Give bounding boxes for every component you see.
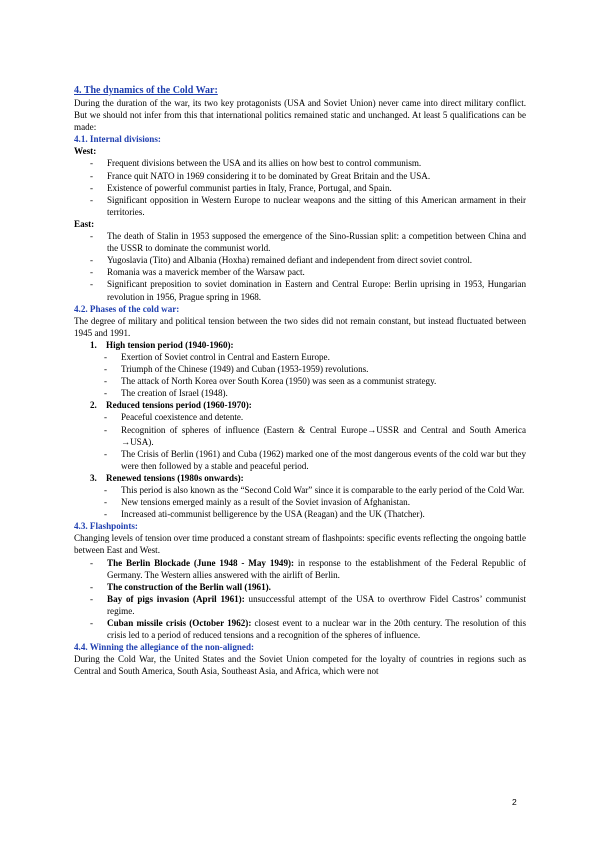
list-item: - Yugoslavia (Tito) and Albania (Hoxha) remained defiant and independent from direct soviet control. [74,254,526,266]
list-item: - The Crisis of Berlin (1961) and Cuba (1962) marked one of the most dangerous events of the cold war but they were then followed by a stable and peaceful period. [74,448,526,472]
list-item: - Exertion of Soviet control in Central and Eastern Europe. [74,351,526,363]
intro-paragraph: During the duration of the war, its two key protagonists (USA and Soviet Union) never came into direct military conflict. But we should not infer from this that international politics remained static and unchanged. At least 5 qualifications can be made: [74,98,526,133]
east-label: East: [74,218,95,229]
list-item: - The attack of North Korea over South Korea (1950) was seen as a communist strategy. [74,375,526,387]
phase-item [74,399,526,472]
phase-sublist [74,411,526,471]
list-item: - The death of Stalin in 1953 supposed the emergence of the Sino-Russian split: a competition between China and the USSR to dominate the communist world. [74,230,526,254]
list-item: - This period is also known as the “Second Cold War” since it is comparable to the early period of the Cold War. [74,484,526,496]
list-item [74,617,526,641]
list-item: - Existence of powerful communist parties in Italy, France, Portugal, and Spain. [74,182,526,194]
phase-number: 1. [90,339,97,350]
flashpoints-list [74,557,526,642]
flashpoint-title: The Berlin Blockade (June 1948 - May 1949): [107,557,295,568]
flashpoint-title: Cuban missile crisis (October 1962): [107,618,252,629]
flashpoint-title: Bay of pigs invasion (April 1961): [107,593,245,604]
east-list [74,230,526,303]
phases-intro: The degree of military and political tension between the two sides did not remain constant, but instead fluctuated between 1945 and 1991. [74,315,526,338]
phase-item [74,339,526,399]
flashpoint-text: closest event to a nuclear war in the 20th century. The resolution of this crisis led to a period of reduced tensions and a recognition of the spheres of influence. [107,618,526,641]
non-aligned-paragraph: During the Cold War, the United States and the Soviet Union competed for the loyalty of countries in regions such as Central and South America, South Asia, Southeast Asia, and Africa, which were not [74,654,526,677]
list-item: - Frequent divisions between the USA and its allies on how best to control communism. [74,157,526,169]
list-item: - France quit NATO in 1969 considering it to be dominated by Great Britain and the USA. [74,170,526,182]
flashpoint-text: in response to the establishment of the Federal Republic of Germany. The Western allies answered with the airlift of Berlin. [107,557,526,580]
phases-list [74,339,526,520]
heading-phases: 4.2. Phases of the cold war: [74,303,180,314]
list-item [74,557,526,581]
phase-title: High tension period (1940-1960): [106,339,234,350]
phase-sublist [74,484,526,520]
phase-title: Renewed tensions (1980s onwards): [106,472,244,483]
list-item: - Increased ati-communist belligerence by the USA (Reagan) and the UK (Thatcher). [74,508,526,520]
list-item: - Recognition of spheres of influence (Eastern & Central Europe→USSR and Central and South America →USA). [74,424,526,448]
list-item [74,593,526,617]
list-item: - The creation of Israel (1948). [74,387,526,399]
west-list [74,157,526,217]
phase-number: 3. [90,472,97,483]
list-item: - Triumph of the Chinese (1949) and Cuban (1953-1959) revolutions. [74,363,526,375]
document-page [74,84,526,678]
page-number: 2 [512,797,517,807]
list-item: - Romania was a maverick member of the Warsaw pact. [74,266,526,278]
list-item: - New tensions emerged mainly as a result of the Soviet invasion of Afghanistan. [74,496,526,508]
west-label: West: [74,146,97,157]
heading-flashpoints: 4.3. Flashpoints: [74,521,138,532]
list-item [74,581,526,593]
heading-non-aligned: 4.4. Winning the allegiance of the non-aligned: [74,642,255,653]
list-item: - Significant opposition in Western Europe to nuclear weapons and the sitting of this American armament in their territories. [74,194,526,218]
phase-title: Reduced tensions period (1960-1970): [106,400,252,411]
flashpoints-intro: Changing levels of tension over time produced a constant stream of flashpoints: specific events reflecting the ongoing battle between East and West. [74,533,526,556]
flashpoint-text: unsuccessful attempt of the USA to overthrow Fidel Castros’ communist regime. [107,593,527,616]
heading-internal-divisions: 4.1. Internal divisions: [74,134,161,145]
list-item: - Peaceful coexistence and detente. [74,411,526,423]
phase-item [74,472,526,520]
section-title: 4. The dynamics of the Cold War: [74,85,218,96]
flashpoint-title: The construction of the Berlin wall (1961). [107,581,271,592]
phase-number: 2. [90,400,97,411]
phase-sublist [74,351,526,399]
list-item: - Significant preposition to soviet domination in Eastern and Central Europe: Berlin uprising in 1953, Hungarian revolution in 1956, Prague spring in 1968. [74,278,526,302]
